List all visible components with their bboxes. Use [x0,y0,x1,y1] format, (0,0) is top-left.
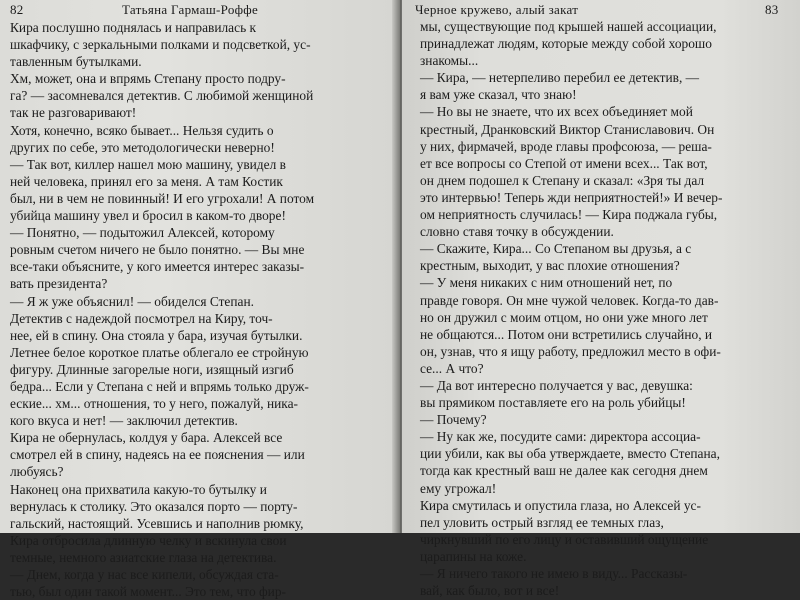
text-line: он днем подошел к Степану и сказал: «Зря ты дал [420,172,705,188]
text-line: ровным счетом ничего не было понятно. — Вы мне [10,242,305,258]
text-line: крестным, выходит, у вас плохие отношения? [420,258,680,274]
text-line: Кира послушно поднялась и направилась к [10,20,257,35]
text-line: — Но вы не знаете, что их всех объединяет мой [420,104,693,120]
text-line: — Ну как же, посудите сами: директора ассоциа- [420,429,701,445]
text-line: — Так вот, киллер нашел мою машину, увидел в [10,156,286,172]
text-line: — Я ж уже объяснил! — обиделся Степан. [10,293,254,309]
text-line: Детектив с надеждой посмотрел на Киру, точ- [10,310,273,326]
text-line: так не разговаривают! [10,105,137,121]
text-line: Летнее белое короткое платье облегало ее стройную [10,344,309,360]
text-line: шкафчику, с зеркальными полками и подсветкой, ус- [10,37,311,53]
text-line: ней человека, принял его за меня. А там Костик [10,173,283,189]
text-line: — Я ничего такого не имею в виду... Рассказы- [420,566,688,581]
right-running-head: Черное кружево, алый закат [415,2,579,17]
text-line: царапины на коже. [420,548,527,564]
text-line: — Днем, когда у нас все кипели, обсуждая ста- [10,567,279,582]
text-line: правде говоря. Он мне чужой человек. Когда-то дав- [420,292,719,308]
right-page-body [420,18,788,599]
text-line: тавленным бутылками. [10,54,142,70]
text-line: вать президента? [10,276,108,292]
text-line: се... А что? [420,360,484,376]
text-line: — Скажите, Кира... Со Степаном вы друзья, а с [420,241,692,257]
text-line: вы прямиком поставляете его на роль убийцы! [420,395,686,411]
text-line: га? — засомневался детектив. С любимой женщиной [10,88,314,104]
left-page-body [10,19,370,600]
text-line: темные, немного азиатские глаза на детектива. [10,549,277,565]
left-running-head: Татьяна Гармаш-Роффе [122,2,259,17]
text-line: у них, фирмачей, вроде главы профсоюза, — реша- [420,138,712,154]
text-line: Кира не обернулась, колдуя у бара. Алексей все [10,430,283,446]
text-line: ом неприятность случилась! — Кира поджала губы, [420,207,718,223]
text-line: смотрел ей в спину, надеясь на ее пояснения — или [10,447,305,463]
right-page [402,0,800,599]
text-line: Наконец она прихватила какую-то бутылку и [10,481,267,497]
text-line: не общаются... Потом они встретились случайно, и [420,326,713,342]
text-line: все-таки объясните, у кого имеется интерес заказы- [10,259,305,275]
text-line: ции убили, как вы оба утверждаете, вместо Степана, [420,446,720,462]
left-page [0,0,398,600]
text-line: — Понятно, — подытожил Алексей, которому [10,225,275,241]
text-line: убийца машину увел и бросил в каком-то дворе! [10,208,286,224]
text-line: пел уловить острый взгляд ее темных глаз, [420,514,664,530]
text-line: еские... хм... отношения, то у него, пожалуй, ника- [10,396,298,412]
text-line: но он дружил с моим отцом, но они уже много лет [420,309,708,325]
text-line: был, ни в чем не повинный! И его угрохали! А потом [10,190,315,206]
text-line: кого вкуса и нет! — заключил детектив. [10,413,238,429]
text-line: он, узнав, что я ищу работу, предложил место в офи- [420,343,721,359]
text-line: нее, ей в спину. Она стояла у бара, изучая бутылки. [10,327,303,343]
text-line: — Да вот интересно получается у вас, девушка: [420,377,693,393]
text-line: знакомы... [420,53,479,69]
text-line: мы, существующие под крышей нашей ассоциации, [420,19,717,34]
text-line: Кира отбросила длинную челку и вскинула свои [10,532,287,548]
text-line: других по себе, это методологически неверно! [10,139,275,155]
text-line: чиркнувший по его лицу и оставивший ощущение [420,531,709,547]
text-line: — Почему? [420,412,487,428]
text-line: — У меня никаких с ним отношений нет, по [420,275,673,291]
text-line: фигуру. Длинные загорелые ноги, изящный изгиб [10,361,294,377]
text-line: ему угрожал! [420,480,497,496]
text-line: вернулась к столику. Это оказался порто — порту- [10,498,298,514]
text-line: любуясь? [10,464,64,480]
text-line: Кира смутилась и опустила глаза, но Алексей ус- [420,497,701,513]
text-line: гальский, настоящий. Усевшись и наполнив рюмку, [10,515,304,531]
text-line: Хотя, конечно, всяко бывает... Нельзя судить о [10,122,274,138]
text-line: ет все вопросы со Степой от имени всех... Так вот, [420,155,708,171]
text-line: вай, как было, вот и все! [420,583,560,599]
right-page-number: 83 [765,2,779,17]
text-line: Хм, может, она и впрямь Степану просто подру- [10,71,286,87]
text-line: бедра... Если у Степана с ней и впрямь только друж- [10,378,309,394]
text-line: принадлежат людям, которые между собой хорошо [420,36,712,52]
text-line: тогда как крестный ваш не далее как сегодня днем [420,463,708,479]
text-line: я вам уже сказал, что знаю! [420,87,577,103]
text-line: словно ставя точку в обсуждении. [420,224,614,240]
text-line: это интервью! Теперь жди неприятностей!» И вечер- [420,189,723,205]
left-page-number: 82 [10,2,24,17]
text-line: крестный, Дранковский Виктор Станиславович. Он [420,121,715,137]
text-line: тью, был один такой момент... Это тем, что фир- [10,584,286,600]
text-line: — Кира, — нетерпеливо перебил ее детектив, — [420,70,700,86]
